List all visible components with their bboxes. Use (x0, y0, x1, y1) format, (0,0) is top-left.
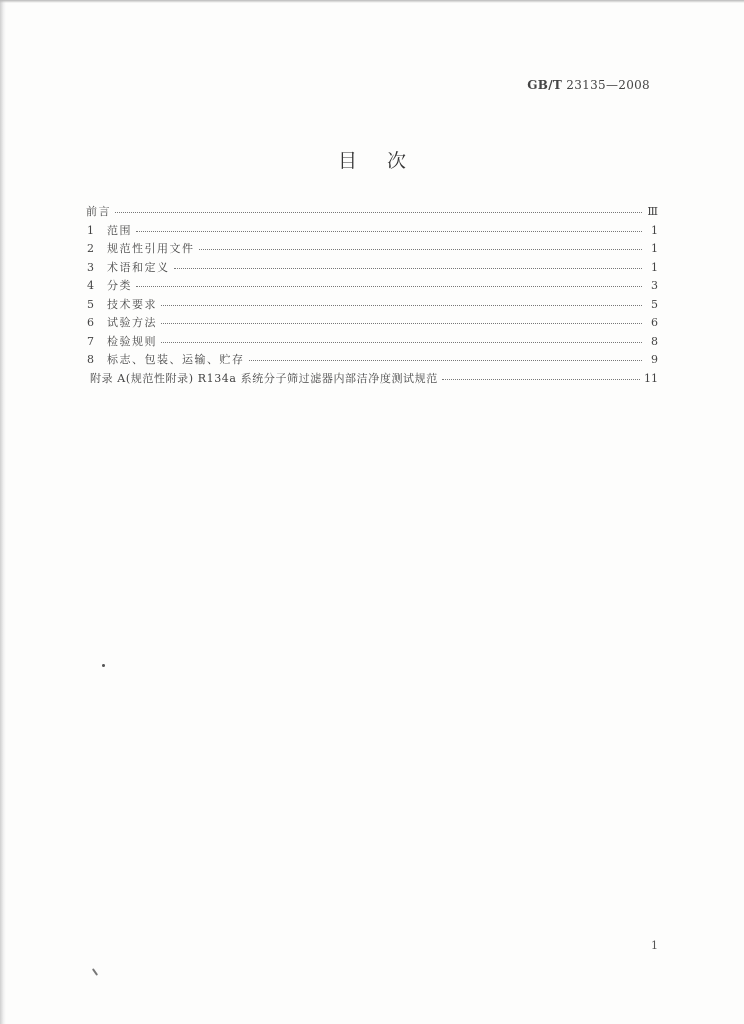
page-number: 1 (651, 939, 658, 952)
toc-entry-page: 3 (651, 279, 658, 292)
toc-leader-dots (249, 360, 643, 361)
standard-number: 23135—2008 (566, 78, 650, 92)
toc-entry-label: 技术要求 (107, 297, 157, 311)
toc-entry-1[interactable] (86, 222, 658, 241)
toc-entry-5[interactable] (86, 296, 658, 315)
toc-entry-label: 范围 (107, 223, 132, 237)
toc-entry-page: 1 (651, 242, 658, 255)
toc-entry-page: Ⅲ (647, 205, 658, 218)
toc-entry-page: 5 (651, 297, 658, 311)
toc-entry-label: 分类 (107, 279, 132, 292)
toc-entry-label: 术语和定义 (107, 260, 170, 274)
toc-entry-2[interactable] (86, 240, 658, 259)
toc-entry-label: 规范性引用文件 (107, 242, 195, 255)
toc-entry-3[interactable] (86, 259, 658, 278)
toc-leader-dots (136, 286, 642, 287)
scan-speck (102, 664, 105, 667)
toc-entry-7[interactable] (86, 333, 658, 352)
table-of-contents (86, 203, 658, 388)
toc-entry-appendix-a[interactable] (86, 370, 658, 389)
toc-leader-dots (199, 249, 643, 250)
toc-leader-dots (136, 231, 642, 232)
toc-entry-foreword[interactable] (86, 203, 658, 222)
toc-entry-number: 7 (87, 334, 94, 348)
toc-entry-label: 附录 A(规范性附录) R134a 系统分子筛过滤器内部洁净度测试规范 (90, 371, 438, 385)
page-title: 目次 (337, 150, 436, 172)
toc-entry-page: 9 (651, 353, 658, 366)
toc-leader-dots (115, 212, 642, 213)
toc-entry-page: 1 (651, 260, 658, 274)
toc-entry-label: 前言 (86, 205, 111, 218)
toc-entry-label: 试验方法 (107, 316, 157, 329)
toc-leader-dots (161, 342, 642, 343)
toc-entry-4[interactable] (86, 277, 658, 296)
toc-entry-label: 检验规则 (107, 334, 157, 348)
toc-entry-page: 11 (644, 371, 658, 385)
toc-leader-dots (161, 323, 642, 324)
toc-entry-page: 8 (651, 334, 658, 348)
scan-speck (92, 968, 98, 976)
toc-entry-page: 1 (651, 223, 658, 237)
toc-leader-dots (442, 379, 640, 380)
toc-entry-number: 4 (87, 279, 94, 292)
toc-entry-number: 1 (87, 223, 94, 237)
toc-leader-dots (174, 268, 643, 269)
toc-entry-number: 8 (87, 353, 94, 366)
toc-entry-6[interactable] (86, 314, 658, 333)
toc-entry-8[interactable] (86, 351, 658, 370)
toc-entry-number: 6 (87, 316, 94, 329)
toc-entry-number: 2 (87, 242, 94, 255)
toc-entry-number: 3 (87, 260, 94, 274)
standard-code (527, 78, 650, 92)
toc-leader-dots (161, 305, 642, 306)
standard-prefix: GB/T (527, 78, 563, 92)
toc-entry-number: 5 (87, 297, 94, 311)
toc-entry-label: 标志、包装、运输、贮存 (107, 353, 245, 366)
toc-entry-page: 6 (651, 316, 658, 329)
scan-top-edge (0, 0, 744, 3)
